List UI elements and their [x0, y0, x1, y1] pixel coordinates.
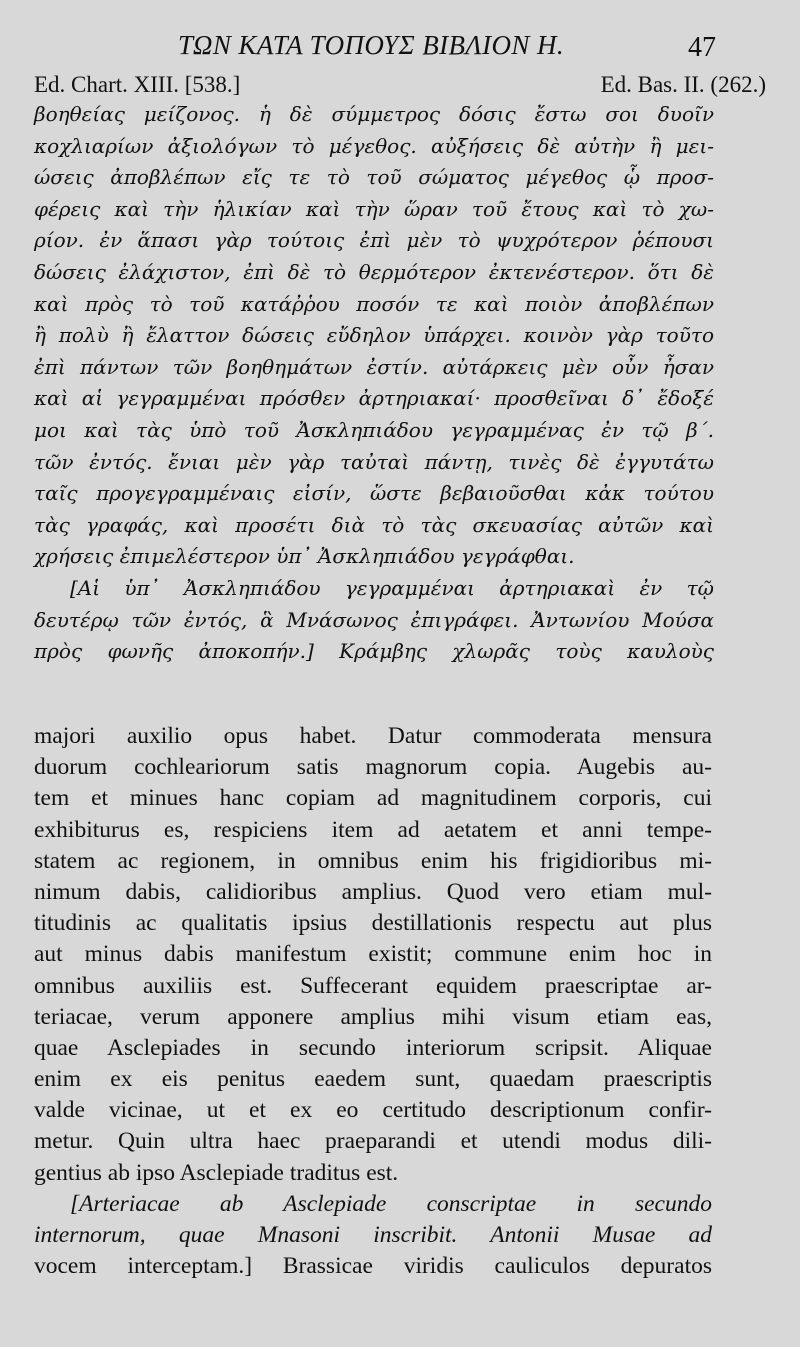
greek-line: ταῖς προγεγραμμέναις εἰσίν, ὥστε βεβαιοῦσθαι κἀκ τούτου — [34, 481, 714, 506]
latin-line: vocem interceptam.] Brassicae viridis cauliculos depuratos — [34, 1253, 712, 1280]
greek-line: φέρεις καὶ τὴν ἡλικίαν καὶ τὴν ὥραν τοῦ ἔτους καὶ τὸ χω- — [34, 196, 714, 221]
latin-line: aut minus dabis manifestum existit; commune enim hoc in — [34, 941, 712, 968]
latin-line: exhibiturus es, respiciens item ad aetatem et anni tempe- — [34, 816, 712, 843]
greek-line: βοηθείας μείζονος. ἡ δὲ σύμμετρος δόσις ἔστω σοι δυοῖν — [34, 102, 714, 126]
greek-line: ώσεις ἀποβλέπων εἴς τε τὸ τοῦ σώματος μέγεθος ᾧ προσ- — [34, 165, 714, 190]
edition-reference-right: Ed. Bas. II. (262.) — [600, 72, 766, 97]
edition-reference-line — [34, 72, 766, 102]
latin-line: majori auxilio opus habet. Datur commoderata mensura — [34, 723, 712, 749]
latin-line: gentius ab ipso Asclepiade traditus est. — [34, 1159, 399, 1186]
latin-line: titudinis ac qualitatis ipsius destillationis respectu aut plus — [34, 910, 712, 937]
greek-line: ἢ πολὺ ἢ ἔλαττον δώσεις εὔδηλον ὑπάρχει. κοινὸν γὰρ τοῦτο — [34, 323, 714, 348]
latin-line: nimum dabis, calidioribus amplius. Quod vero etiam mul- — [34, 878, 712, 905]
greek-line: [Αἱ ὑπ᾽ Ἀσκληπιάδου γεγραμμέναι ἀρτηριακαὶ ἐν τῷ — [70, 575, 714, 600]
running-title: ΤΩΝ ΚΑΤΑ ΤΟΠΟΥΣ ΒΙΒΛΙΟΝ Η. — [178, 30, 564, 60]
latin-line: enim ex eis penitus eaedem sunt, quaedam praescriptis — [34, 1066, 712, 1093]
page-header — [0, 28, 800, 66]
greek-line: δευτέρῳ τῶν ἐντός, ἃ Μνάσωνος ἐπιγράφει. Ἀντωνίου Μούσα — [34, 607, 714, 632]
greek-line: μοι καὶ τὰς ὑπὸ τοῦ Ἀσκληπιάδου γεγραμμένας ἐν τῷ β΄. — [34, 417, 714, 442]
latin-text-block — [34, 721, 712, 1282]
greek-line: δώσεις ἐλάχιστον, ἐπὶ δὲ τὸ θερμότερον ἐκτενέστερον. ὅτι δὲ — [34, 259, 714, 284]
latin-line: tem et minues hanc copiam ad magnitudinem corporis, cui — [34, 785, 712, 812]
greek-line: ρίον. ἐν ἅπασι γὰρ τούτοις ἐπὶ μὲν τὸ ψυχρότερον ῥέπουσι — [34, 228, 714, 253]
greek-line: χρήσεις ἐπιμελέστερον ὑπ᾽ Ἀσκληπιάδου γεγράφθαι. — [34, 544, 575, 569]
latin-line: quae Asclepiades in secundo interiorum scripsit. Aliquae — [34, 1034, 712, 1061]
latin-line: teriacae, verum apponere amplius mihi visum etiam eas, — [34, 1003, 712, 1030]
greek-line: τὰς γραφάς, καὶ προσέτι διὰ τὸ τὰς σκευασίας αὐτῶν καὶ — [34, 512, 714, 537]
greek-line: πρὸς φωνῆς ἀποκοπήν.] Κράμβης χλωρᾶς τοὺς καυλοὺς — [34, 639, 714, 664]
latin-line: internorum, quae Mnasoni inscribit. Antonii Musae ad — [34, 1222, 712, 1248]
latin-line: statem ac regionem, in omnibus enim his frigidioribus mi- — [34, 847, 712, 874]
latin-line: metur. Quin ultra haec praeparandi et utendi modus dili- — [34, 1128, 712, 1155]
greek-line: καὶ αἱ γεγραμμέναι πρόσθεν ἀρτηριακαί· προσθεῖναι δ᾽ ἔδοξέ — [34, 386, 714, 411]
greek-line: ἐπὶ πάντων τῶν βοηθημάτων ἐστίν. αὐτάρκεις μὲν οὖν ἦσαν — [34, 354, 714, 379]
latin-line: omnibus auxiliis est. Suffecerant equidem praescriptae ar- — [34, 972, 712, 999]
page-number: 47 — [688, 32, 716, 63]
latin-line: [Arteriacae ab Asclepiade conscriptae in secundo — [70, 1190, 712, 1217]
latin-line: valde vicinae, ut et ex eo certitudo descriptionum confir- — [34, 1097, 712, 1124]
greek-line: κοχλιαρίων ἀξιολόγων τὸ μέγεθος. αὐξήσεις δὲ αὐτὴν ἢ μει- — [34, 133, 714, 158]
latin-line: duorum cochleariorum satis magnorum copia. Augebis au- — [34, 754, 712, 781]
greek-line: τῶν ἐντός. ἔνιαι μὲν γὰρ ταὐταὶ πάντῃ, τινὲς δὲ ἐγγυτάτω — [34, 449, 714, 474]
greek-text-block — [34, 99, 714, 668]
edition-reference-left: Ed. Chart. XIII. [538.] — [34, 72, 241, 97]
greek-line: καὶ πρὸς τὸ τοῦ κατάῤῥου ποσόν τε καὶ ποιὸν ἀποβλέπων — [34, 291, 714, 316]
